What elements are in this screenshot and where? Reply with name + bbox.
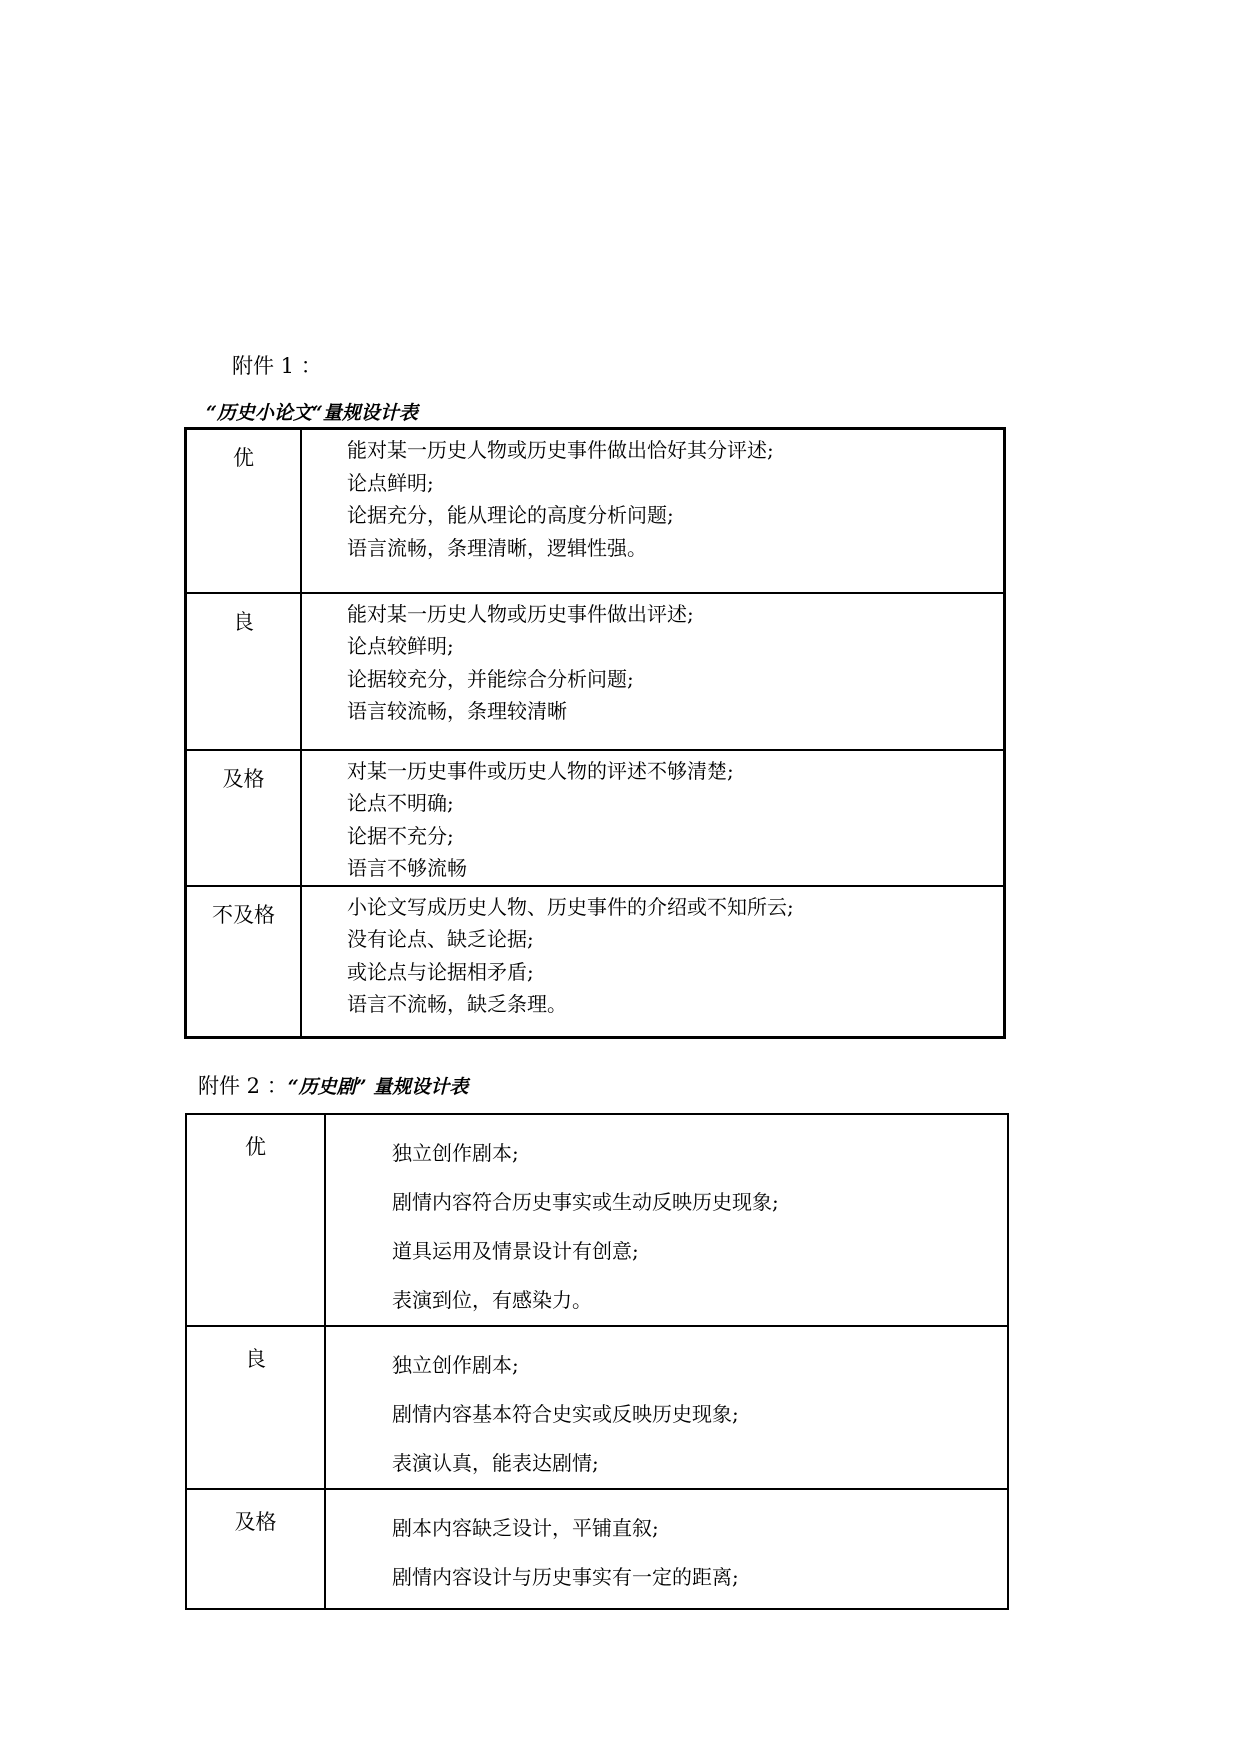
grade-cell: 不及格: [186, 886, 302, 1038]
table-row: [186, 1114, 1008, 1326]
criterion-line: 小论文写成历史人物、历史事件的介绍或不知所云;: [347, 894, 794, 919]
criterion-line: 语言不流畅，缺乏条理。: [347, 992, 567, 1016]
table-row: [186, 750, 1005, 886]
criterion-line: 表演到位，有感染力。: [392, 1288, 592, 1312]
grade-cell: 良: [186, 593, 302, 750]
grade-cell: 优: [186, 1114, 325, 1326]
grade-cell: 及格: [186, 1489, 325, 1609]
criterion-line: 剧情内容基本符合史实或反映历史现象;: [392, 1402, 739, 1426]
criterion-line: 剧本内容缺乏设计，平铺直叙;: [392, 1516, 659, 1540]
criteria-cell: [325, 1489, 1008, 1609]
criteria-cell: [325, 1326, 1008, 1489]
grade-cell: 优: [186, 429, 302, 593]
criterion-line: 对某一历史事件或历史人物的评述不够清楚;: [347, 758, 734, 783]
table-row: [186, 1489, 1008, 1609]
annex-1-label: 附件 1 ：: [232, 354, 322, 378]
criterion-line: 论点较鲜明;: [347, 634, 454, 658]
grade-cell: 良: [186, 1326, 325, 1489]
criterion-line: 能对某一历史人物或历史事件做出恰好其分评述;: [347, 438, 774, 462]
criterion-line: 没有论点、缺乏论据;: [347, 927, 534, 951]
criterion-line: 语言不够流畅: [347, 856, 467, 880]
grade-cell: 及格: [186, 750, 302, 886]
criteria-cell: [301, 593, 1005, 750]
table-row: [186, 593, 1005, 750]
criterion-line: 表演认真，能表达剧情;: [392, 1451, 599, 1475]
annex-2-heading: [198, 1070, 468, 1100]
table-row: [186, 1326, 1008, 1489]
criterion-line: 或论点与论据相矛盾;: [347, 959, 534, 984]
criteria-cell: [301, 750, 1005, 886]
criterion-line: 道具运用及情景设计有创意;: [392, 1239, 639, 1263]
criterion-line: 独立创作剧本;: [392, 1141, 519, 1165]
table-row: [186, 429, 1005, 593]
table-row: [186, 886, 1005, 1038]
criterion-line: 独立创作剧本;: [392, 1353, 519, 1377]
criterion-line: 论据充分，能从理论的高度分析问题;: [347, 503, 674, 527]
criteria-cell: [301, 886, 1005, 1038]
annex-1-title: “历史小论文“量规设计表: [206, 402, 418, 424]
essay-rubric-table: [184, 427, 1006, 1039]
criteria-cell: [301, 429, 1005, 593]
criteria-cell: [325, 1114, 1008, 1326]
criterion-line: 能对某一历史人物或历史事件做出评述;: [347, 601, 694, 626]
annex-2-title: “历史剧” 量规设计表: [287, 1076, 469, 1098]
criterion-line: 语言流畅，条理清晰，逻辑性强。: [347, 535, 647, 560]
criterion-line: 论点不明确;: [347, 791, 454, 815]
criterion-line: 剧情内容符合历史事实或生动反映历史现象;: [392, 1190, 779, 1214]
criterion-line: 论据较充分，并能综合分析问题;: [347, 666, 634, 691]
criterion-line: 论点鲜明;: [347, 470, 434, 495]
criterion-line: 论据不充分;: [347, 823, 454, 848]
criterion-line: 语言较流畅，条理较清晰: [347, 699, 567, 723]
annex-2-label: 附件 2 ：: [198, 1074, 288, 1098]
criterion-line: 剧情内容设计与历史事实有一定的距离;: [392, 1565, 739, 1589]
drama-rubric-table: [185, 1113, 1009, 1610]
